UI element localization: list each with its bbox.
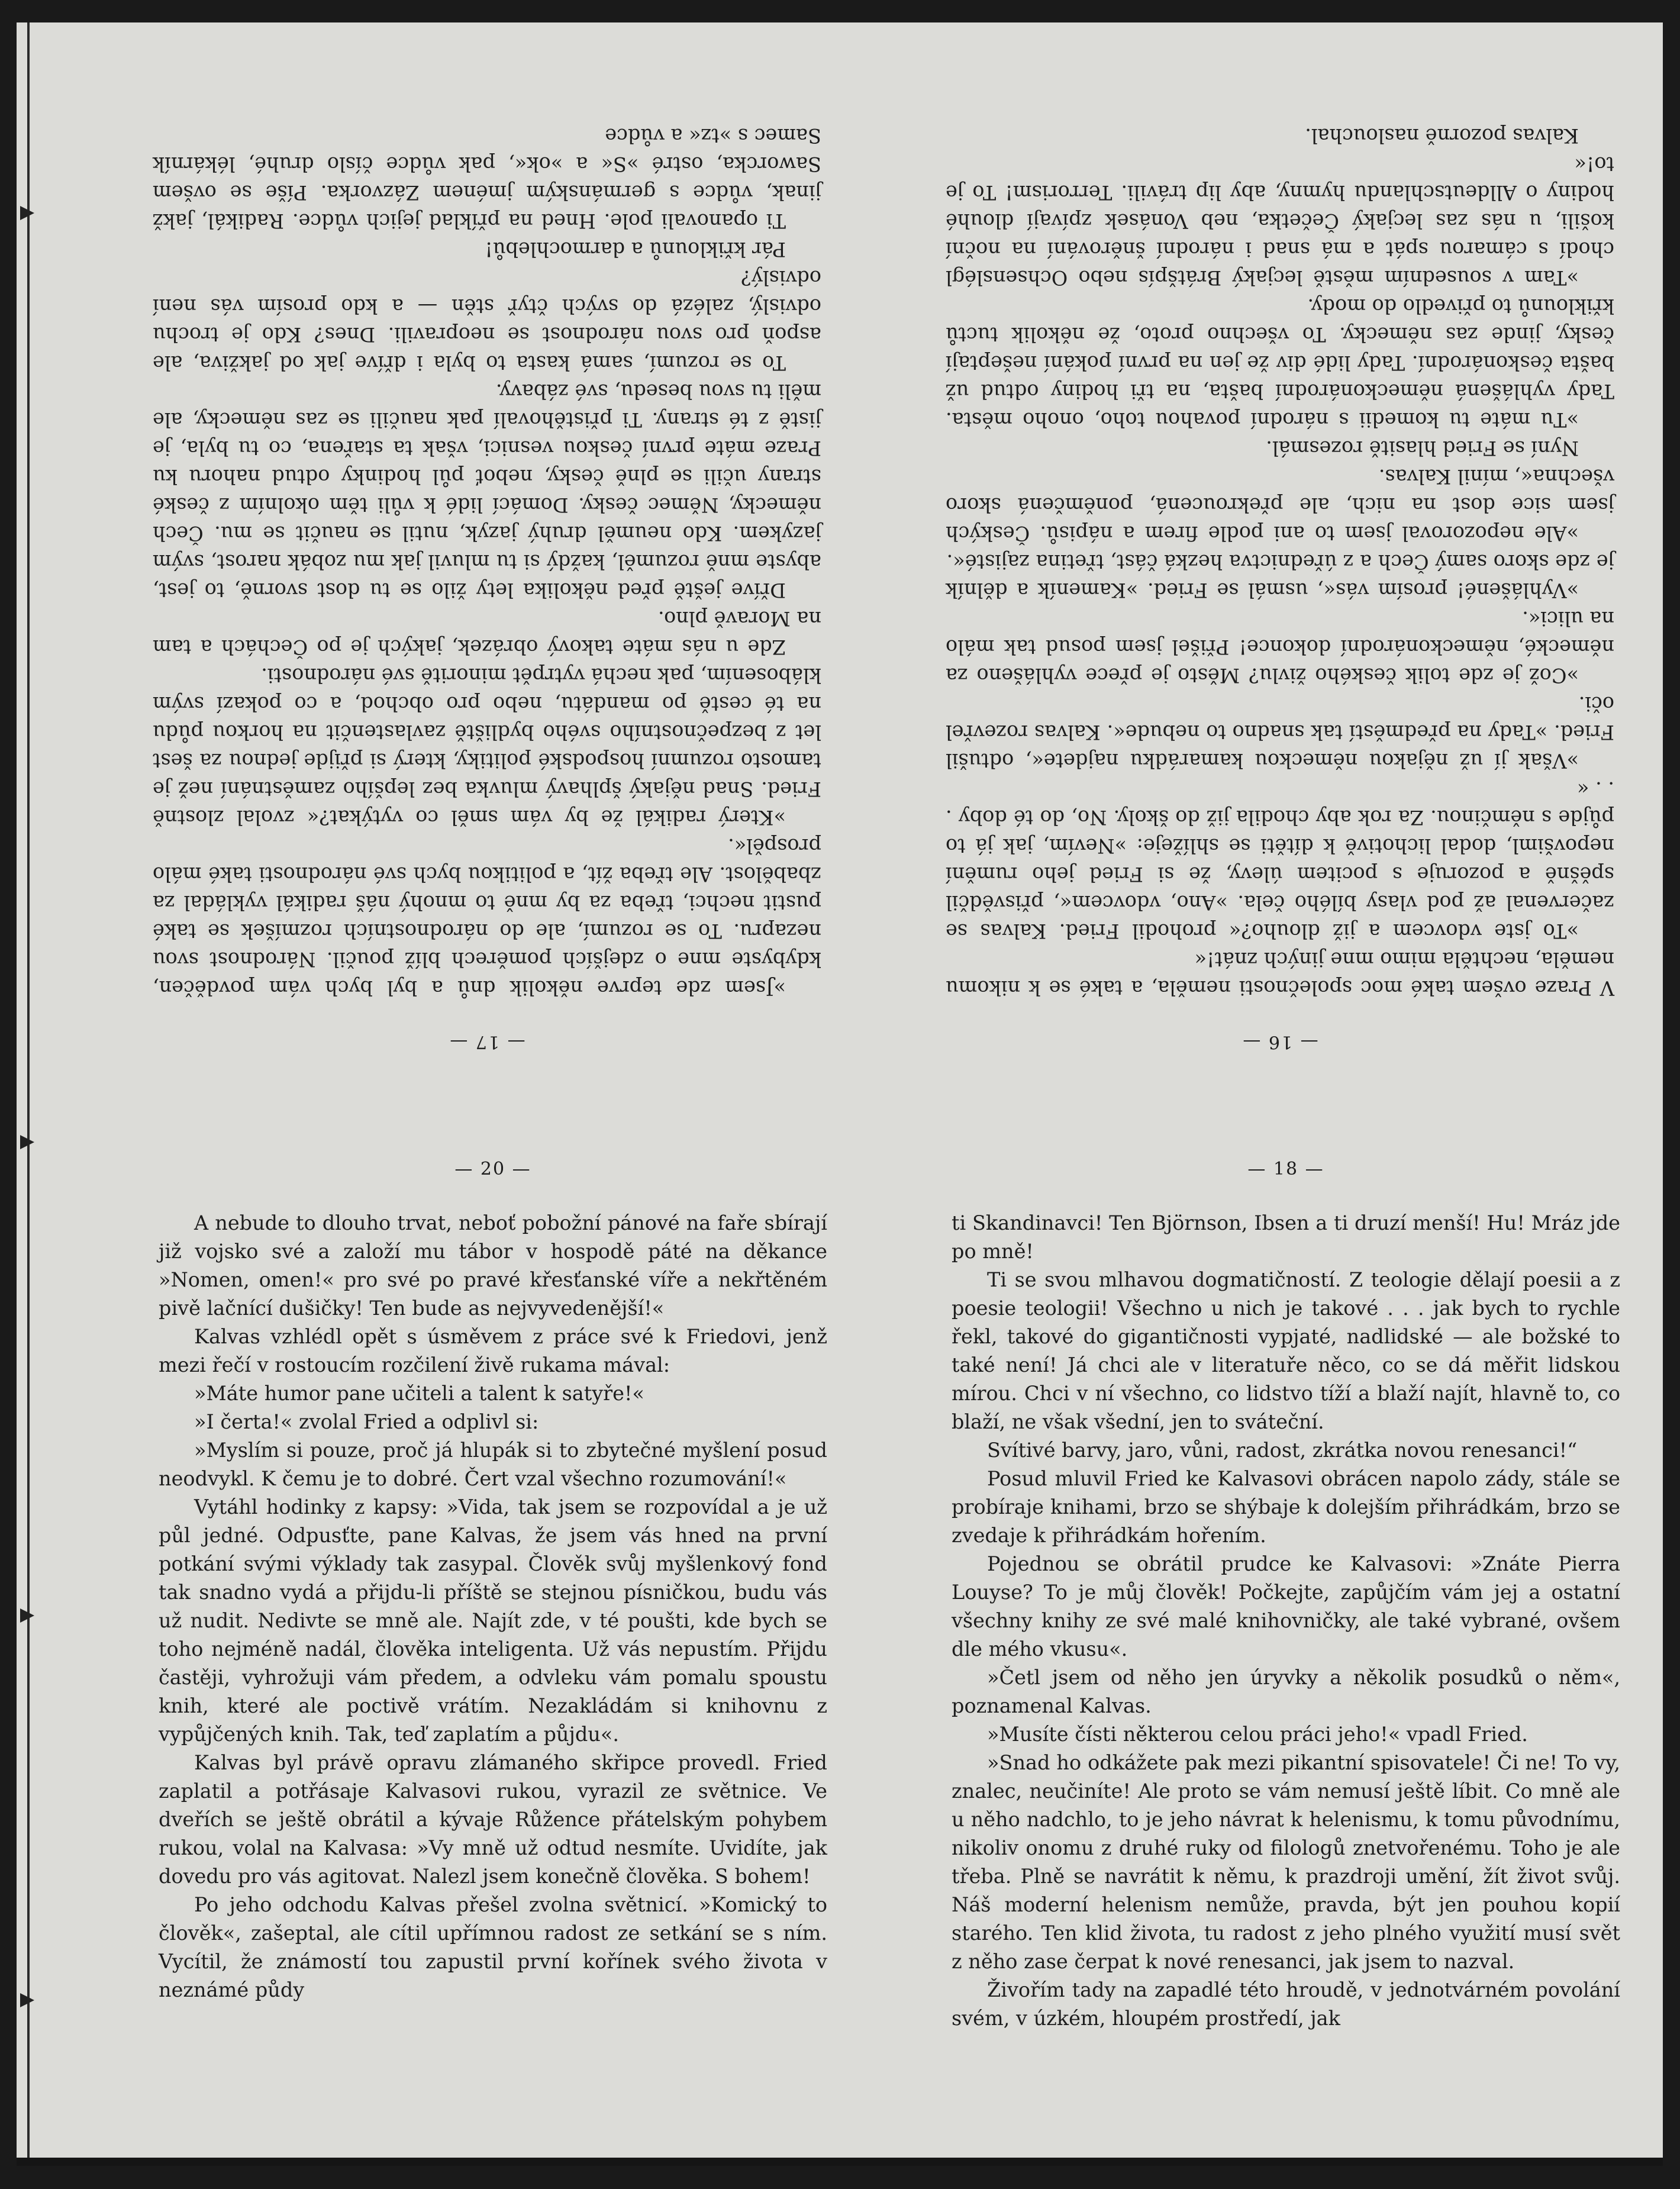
paragraph: »Snad ho odkážete pak mezi pikantní spisovatele! Či ne! To vy, znalec, neučiníte! Ale proto se vám nemusí ještě líbit. Co mně ale u něho nadchlo, to je jeho návrat k helenismu, k tomu původnímu, nikoliv onomu z druhé ruky od filologů znetvořenému. Toho je ale třeba. Plně se navrátit k němu, k prazdroji umění, žít život svůj. Náš moderní helenism nemůže, pravda, být jen pouhou kopií starého. Ten klid života, tu radost z jeho plného využití musí svět z něho zase čerpat k nové renesanci, jak jsem to nazval.	[952, 1751, 1620, 1973]
paragraph: »Který radikál že by vám směl co vytýkat?« zvolal zlostně Fried. Snad nějaký šplhavý mluvka bez lepšího zaměstnání než je tamosto rozumní hospodské politiky, který si přijde jednou za šest let z bezpečnostního svého bydliště zavlastenčit na horkou půdu na té cestě po mandátu, nebo pro obchod, a co pokazí svým klábosením, pak nechá vytrpět minoritě své národnosti.	[153, 664, 821, 829]
paragraph: Pár křiklounů a darmochlebů!	[485, 238, 786, 261]
binding-pin-icon	[20, 1608, 34, 1623]
binding-pin-icon	[20, 1135, 34, 1149]
scan-edge	[17, 2158, 1663, 2166]
paragraph: »Máte humor pane učiteli a talent k satyře!«	[194, 1382, 644, 1405]
paragraph: »Jsem zde teprve několik dnů a byl bych vám povděčen, kdybyste mne o zdejších poměrech blíž poučil. Národnost svou nezapru. To se rozumí, ale do národnostních rozmíšek se také pustit nechci, třeba za by mně to mnohý náš radikál vykládal za zbabělost. Ale třeba žít, a politikou bych své národnosti také málo prospěl«.	[153, 834, 821, 1000]
paragraph: »Tam v sousedním městě lecjaký Brátšpís nebo Ochsenslégl chodí s cámarou spát a má snad i národní šněrování na noční košili, u nás zas lecjaký Čečetka, neb Vonásek zpívají dlouhé hodiny o Alldeutschlandu hymny, aby lip trávili. Terrorism! To je to!«	[946, 153, 1614, 289]
paragraph: Pojednou se obrátil prudce ke Kalvasovi: »Znáte Pierra Louyse? To je můj člověk! Počkejte, zapůjčím vám jej a ostatní všechny knihy ze své malé knihovničky, ale také vybrané, ovšem dle mého vkusu«.	[952, 1552, 1620, 1661]
paragraph: »To jste vdovcem a již dlouho?« prohodil Fried. Kalvas se začervenal až pod vlasy bílého čela. »Ano, vdovcem«, přisvědčil spěšně a pozoruje s pocitem úlevy, že si Fried jeho rumění nepovšiml, dodal lichotivě k dítěti se shlížeje: »Nevím, jak já to půjde s němčinou. Za rok aby chodila již do školy. No, do té doby . . . «	[946, 778, 1614, 943]
paragraph: Kalvas vzhlédl opět s úsměvem z práce své k Friedovi, jenž mezi řečí v rostoucím rozčilení živě rukama mával:	[159, 1325, 827, 1376]
paragraph: Nyní se Fried hlasitě rozesmál.	[1266, 437, 1579, 460]
page-16	[946, 46, 1614, 1052]
page-18	[952, 1159, 1620, 2033]
paragraph: »I čerta!« zvolal Fried a odplivl si:	[194, 1410, 539, 1433]
scanned-sheet	[17, 22, 1663, 2166]
paragraph: Živořím tady na zapadlé této hroudě, v jednotvárném povolání svém, v úzkém, hloupém prostředí, jak	[952, 1978, 1620, 2030]
paragraph: Ti opanovali pole. Hned na příklad jejich vůdce. Radikál, jakž jinak, vůdce s germánským jménem Zázvorka. Píše se ovšem Saworcka, ostré »S« a »ok«, pak vůdce číslo druhé, lékárník Samec s »tz« a vůdce	[153, 124, 821, 233]
paragraph: »Což je zde tolik českého živlu? Město je přece vyhlášeno za německé, německonárodní dokonce! Přišel jsem posud tak málo na ulici«.	[946, 607, 1614, 687]
page-number: — 18 —	[1247, 1159, 1324, 1179]
paragraph: »Ale nepozoroval jsem to ani podle firem a nápisů. Českých jsem sice dost na nich, ale překroucená, poněmčená skoro všechna«, mínil Kalvas.	[946, 465, 1614, 545]
paragraph: »Myslím si pouze, proč já hlupák si to zbytečné myšlení posud neodvykl. K čemu je to dobré. Čert vzal všechno rozumování!«	[159, 1439, 827, 1490]
paragraph: Svítivé barvy, jaro, vůni, radost, zkrátka novou renesanci!“	[987, 1439, 1578, 1462]
paragraph: »Vyhlášené! prosím vás«, usmál se Fried. »Kameník a dělník je zde skoro samý Čech a z úřednictva hezká část, třetina zajisté«.	[946, 550, 1614, 602]
paragraph: Posud mluvil Fried ke Kalvasovi obrácen napolo zády, stále se probíraje knihami, brzo se shýbaje k dolejším přihrádkám, brzo se zvedaje k přihrádkám hořením.	[952, 1467, 1620, 1547]
paragraph: »Četl jsem od něho jen úryvky a několik posudků o něm«, poznamenal Kalvas.	[952, 1666, 1620, 1717]
paragraph: Vytáhl hodinky z kapsy: »Vida, tak jsem se rozpovídal a je už půl jedné. Odpusťte, pane Kalvas, že jsem vás hned na první potkání svými výklady tak zasypal. Člověk svůj myšlenkový fond tak snadno vydá a přijdu-li příště se stejnou písničkou, budu vás už nudit. Nedivte se mně ale. Najít zde, v té poušti, kde bych se toho nejméně nadál, člověka inteligenta. Už vás nepustím. Přijdu častěji, vyhrožuji vám předem, a odvleku vám pomalu spoustu knih, které ale poctivě vrátím. Nezakládám si knihovnu z vypůjčených knih. Tak, teď zaplatím a půjdu«.	[159, 1495, 827, 1746]
paragraph: To se rozumí, samá kasta to byla i dříve jak od jakživa, ale aspoň pro svou národnost se neopravili. Dnes? Kdo je trochu odvislý, zalézá do svých čtyř stěn — a kdo prosím vás není odvislý?	[153, 266, 821, 375]
paragraph: »Tu máte tu komedii s národní povahou toho, onoho města. Tady vyhlášená německonárodní bašta, na tři hodiny odtud už bašta českonárodní. Tady lidé div že jen na první pokání nešeptají česky, jinde zas německy. To všechno proto, že několik tuctů křiklounů to přivedlo do mody.	[946, 295, 1614, 431]
paragraph: Kalvas pozorně naslouchal.	[1305, 124, 1579, 147]
binding-edge	[27, 22, 30, 2166]
paragraph: »Musíte čísti některou celou práci jeho!« vpadl Fried.	[987, 1723, 1528, 1746]
page-20	[159, 1159, 827, 2004]
paragraph: Dříve ještě před několika lety žilo se tu dost svorně, to jest, abyste mně rozuměl, každý si tu mluvil jak mu zobák narost, svým jazykem. Kdo neuměl druhý jazyk, nutil se naučit se mu. Čech německy, Němec česky. Domácí lidé k vůli těm okolním z české strany učili se plně česky, neboť půl hodinky odtud nahoru ku Praze máte první českou vesnici, však ta stařena, co tu byla, je jistě z té strany. Ti přistěhovalí pak naučili se zas německy, ale měli tu svou besedu, své zábavy.	[153, 380, 821, 602]
binding-pin-icon	[20, 1993, 34, 2007]
paragraph: Kalvas byl právě opravu zlámaného skřipce provedl. Fried zaplatil a potřásaje Kalvasovi rukou, vyrazil ze světnice. Ve dveřích se ještě obrátil a kývaje Růžence přátelským pohybem rukou, volal na Kalvasa: »Vy mně už odtud nesmíte. Uvidíte, jak dovedu pro vás agitovat. Nalezl jsem konečně člověka. S bohem!	[159, 1751, 827, 1888]
paragraph: V Praze ovšem také moc společnosti neměla, a také se k nikomu neměla, nechtěla mimo mne jiných znát!«	[946, 948, 1614, 1000]
page-17	[153, 46, 821, 1052]
paragraph: »Však jí už nějakou německou kamarádku najdete«, odtušil Fried. »Tady na předměstí tak snadno to nebude«. Kalvas rozevřel oči.	[946, 692, 1614, 772]
paragraph: Ti se svou mlhavou dogmatičností. Z teologie dělají poesii a z poesie teologii! Všechno u nich je takové . . . jak bych to rychle řekl, takové do gigantičnosti vypjaté, nadlidské — ale božské to také není! Já chci ale v literatuře něco, co se dá měřit lidskou mírou. Chci v ní všechno, co lidstvo tíží a blaží najít, hlavně to, co blaží, ne však všední, jen to sváteční.	[952, 1268, 1620, 1433]
page-number: — 17 —	[449, 1031, 525, 1052]
paragraph: A nebude to dlouho trvat, neboť pobožní pánové na faře sbírají již vojsko své a založí mu tábor v hospodě páté na děkance »Nomen, omen!« pro své po pravé křesťanské víře a nekřtěném pivě lačnící dušičky! Ten bude as nejvyvedenější!«	[159, 1211, 827, 1320]
paragraph: Zde u nás máte takový obrázek, jakých je po Čechách a tam na Moravě plno.	[153, 607, 821, 659]
page-number: — 16 —	[1242, 1031, 1318, 1052]
binding-pin-icon	[20, 206, 34, 220]
paragraph: Po jeho odchodu Kalvas přešel zvolna světnicí. »Komický to člověk«, zašeptal, ale cítil upřímnou radost ze setkání se s ním. Vycítil, že známostí tou zapustil první kořínek svého života v neznámé půdy	[159, 1893, 827, 2001]
page-number: — 20 —	[454, 1159, 531, 1179]
paragraph: ti Skandinavci! Ten Björnson, Ibsen a ti druzí menší! Hu! Mráz jde po mně!	[952, 1211, 1620, 1263]
